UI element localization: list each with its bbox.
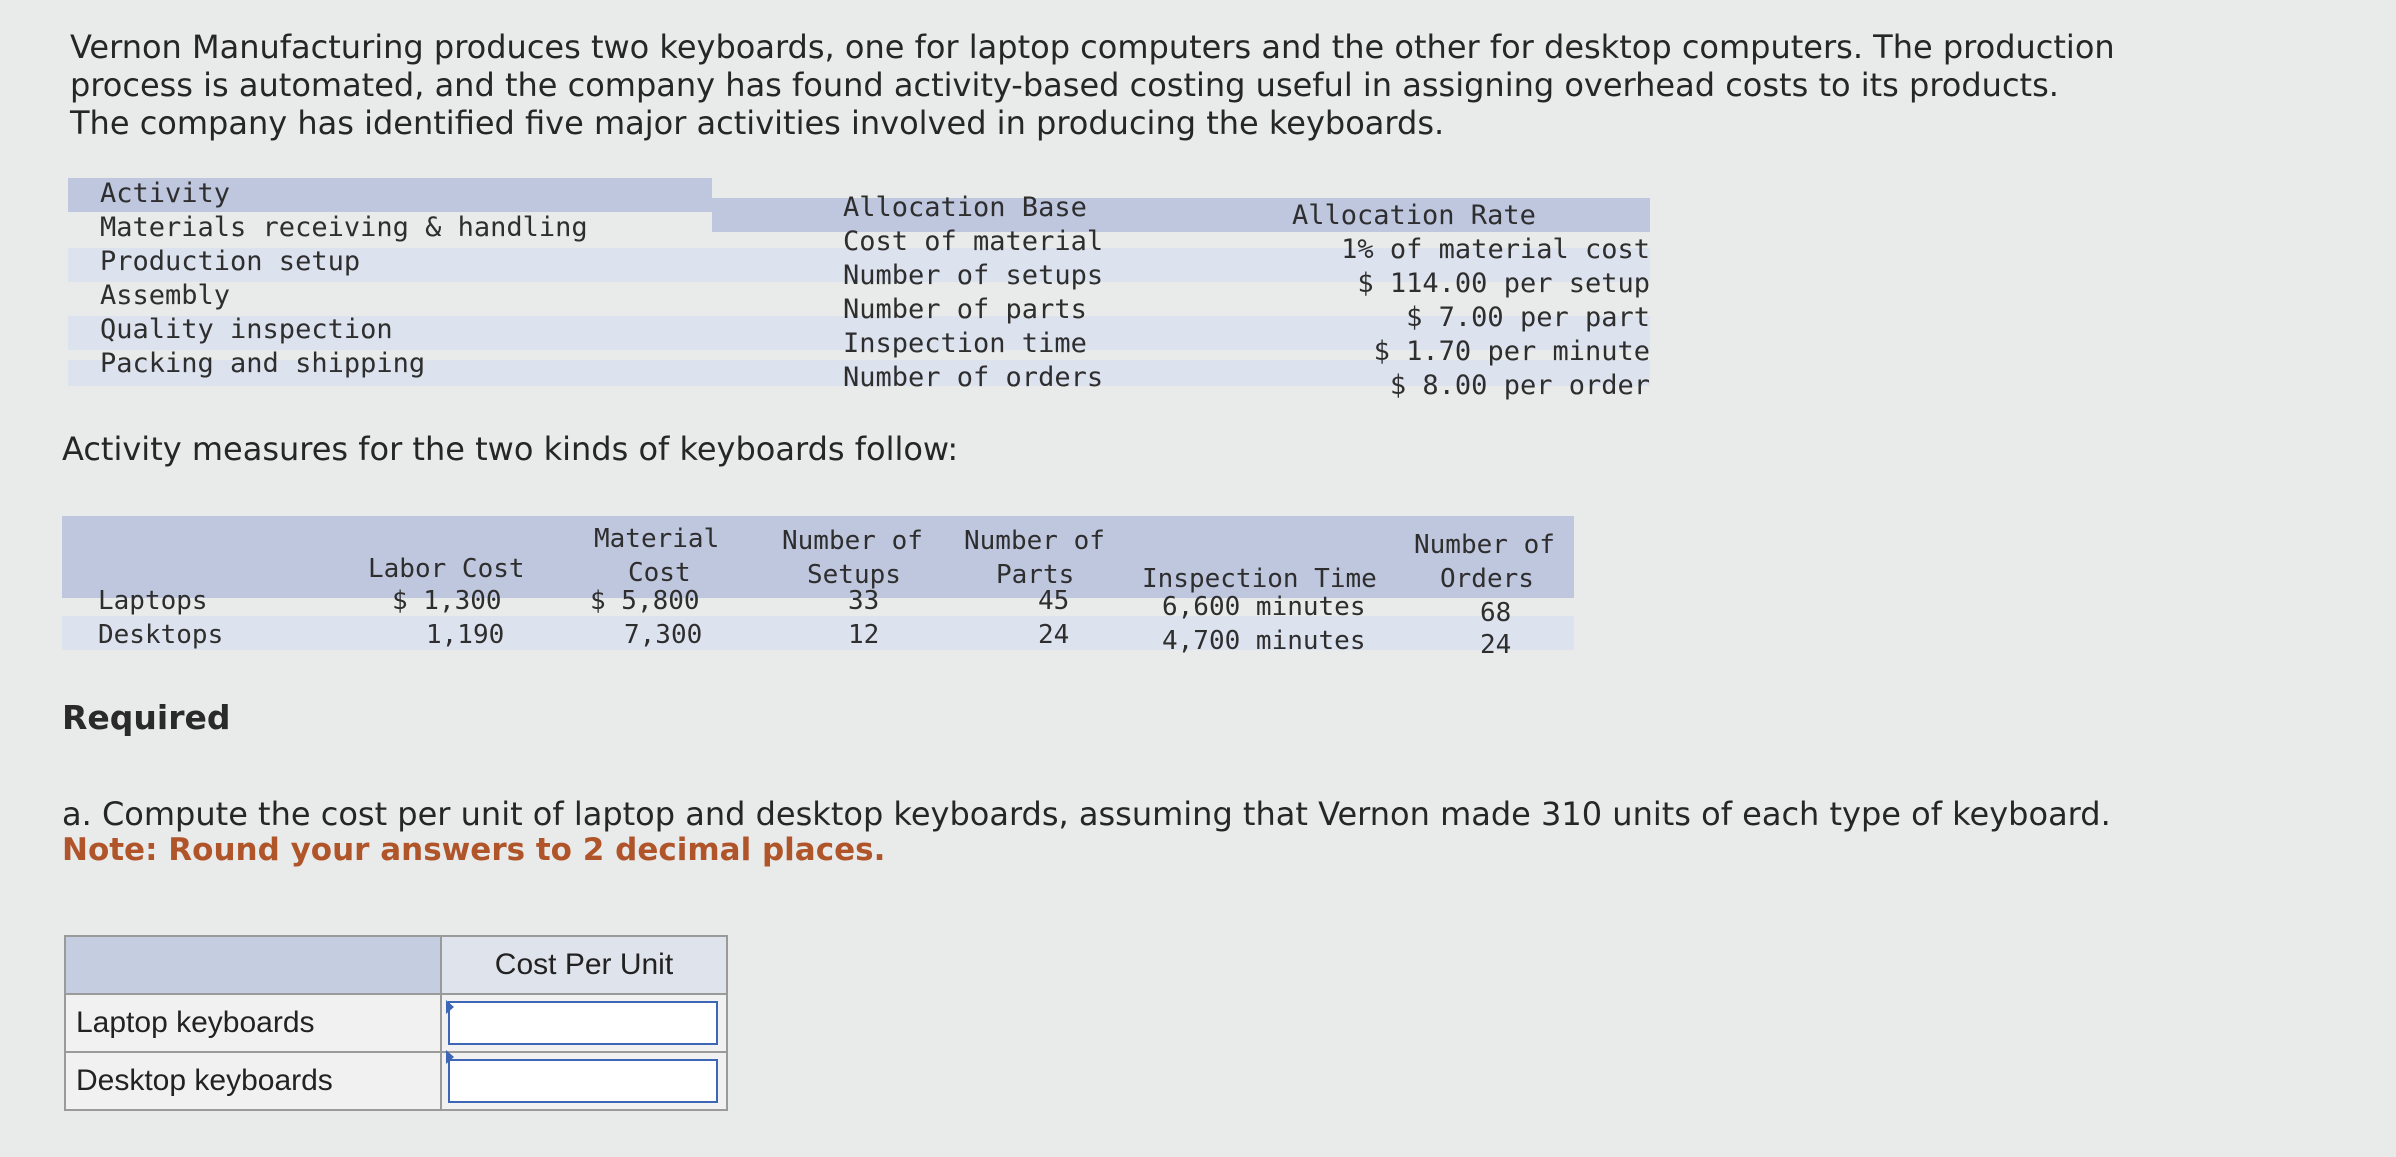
question-letter: a. [62, 795, 92, 833]
orders: 24 [1480, 630, 1512, 660]
input-marker-icon [446, 1000, 454, 1014]
material-cost: $ 5,800 [590, 586, 700, 616]
material-cost: 7,300 [624, 620, 703, 650]
allocation-rate: 1% of material cost [1341, 234, 1650, 265]
parts: 45 [1038, 586, 1070, 616]
parts-header: Parts [996, 560, 1075, 590]
laptop-cost-per-unit-input[interactable] [448, 1001, 718, 1045]
question-a [62, 795, 2111, 833]
answer-table [64, 935, 728, 1111]
activity-name: Materials receiving & handling [100, 212, 588, 243]
input-marker-icon [446, 1050, 454, 1064]
activity-name: Packing and shipping [100, 348, 426, 379]
parts-header: Number of [964, 526, 1105, 556]
labor-cost-header: Labor Cost [368, 554, 525, 584]
setups: 12 [848, 620, 880, 650]
allocation-base-header: Allocation Base [843, 192, 1087, 223]
allocation-rate: $ 7.00 per part [1406, 302, 1650, 333]
material-cost-header: Material [594, 524, 720, 554]
allocation-base: Number of setups [843, 260, 1104, 291]
activity-name: Production setup [100, 246, 361, 277]
inspection-time: 6,600 minutes [1162, 592, 1366, 622]
desktop-cost-per-unit-input[interactable] [448, 1059, 718, 1103]
inspection-time-header: Inspection Time [1142, 564, 1377, 594]
orders-header: Number of [1414, 530, 1555, 560]
allocation-base: Inspection time [843, 328, 1087, 359]
rounding-note: Note: Round your answers to 2 decimal places. [62, 832, 886, 868]
orders-header: Orders [1440, 564, 1534, 594]
answer-row [65, 1052, 727, 1110]
orders: 68 [1480, 598, 1512, 628]
answer-header-blank [65, 936, 441, 994]
answer-row-label: Desktop keyboards [65, 1052, 441, 1110]
problem-intro: Vernon Manufacturing produces two keyboards, one for laptop computers and the other for desktop computers. The production process is automated, and the company has found activity-based costing useful in assigning overhead costs to its products. The company has identified five major activities involved in producing the keyboards. [70, 28, 2115, 142]
activity-name: Assembly [100, 280, 231, 311]
setups-header: Setups [807, 560, 901, 590]
cost-per-unit-header: Cost Per Unit [441, 936, 727, 994]
allocation-base: Number of orders [843, 362, 1104, 393]
allocation-rate: $ 114.00 per setup [1357, 268, 1650, 299]
allocation-base: Cost of material [843, 226, 1104, 257]
answer-cell [441, 994, 727, 1052]
allocation-base: Number of parts [843, 294, 1087, 325]
setups-header: Number of [782, 526, 923, 556]
answer-row [65, 994, 727, 1052]
setups: 33 [848, 586, 880, 616]
labor-cost: $ 1,300 [392, 586, 502, 616]
answer-header-row [65, 936, 727, 994]
material-cost-header: Cost [628, 558, 691, 588]
answer-row-label: Laptop keyboards [65, 994, 441, 1052]
inspection-time: 4,700 minutes [1162, 626, 1366, 656]
parts: 24 [1038, 620, 1070, 650]
question-text: Compute the cost per unit of laptop and desktop keyboards, assuming that Vernon made 310 units of each type of keyboard. [101, 795, 2111, 833]
product-name: Desktops [98, 620, 224, 650]
answer-cell [441, 1052, 727, 1110]
activity-allocation-table [68, 178, 1650, 401]
activity-name: Quality inspection [100, 314, 393, 345]
activity-measures-table [62, 516, 1582, 666]
measures-intro: Activity measures for the two kinds of keyboards follow: [62, 430, 959, 468]
activity-header: Activity [100, 178, 231, 209]
required-heading: Required [62, 698, 231, 737]
allocation-rate: $ 1.70 per minute [1373, 336, 1650, 367]
allocation-rate: $ 8.00 per order [1389, 370, 1650, 401]
allocation-rate-header: Allocation Rate [1292, 200, 1536, 231]
product-name: Laptops [98, 586, 208, 616]
labor-cost: 1,190 [426, 620, 505, 650]
